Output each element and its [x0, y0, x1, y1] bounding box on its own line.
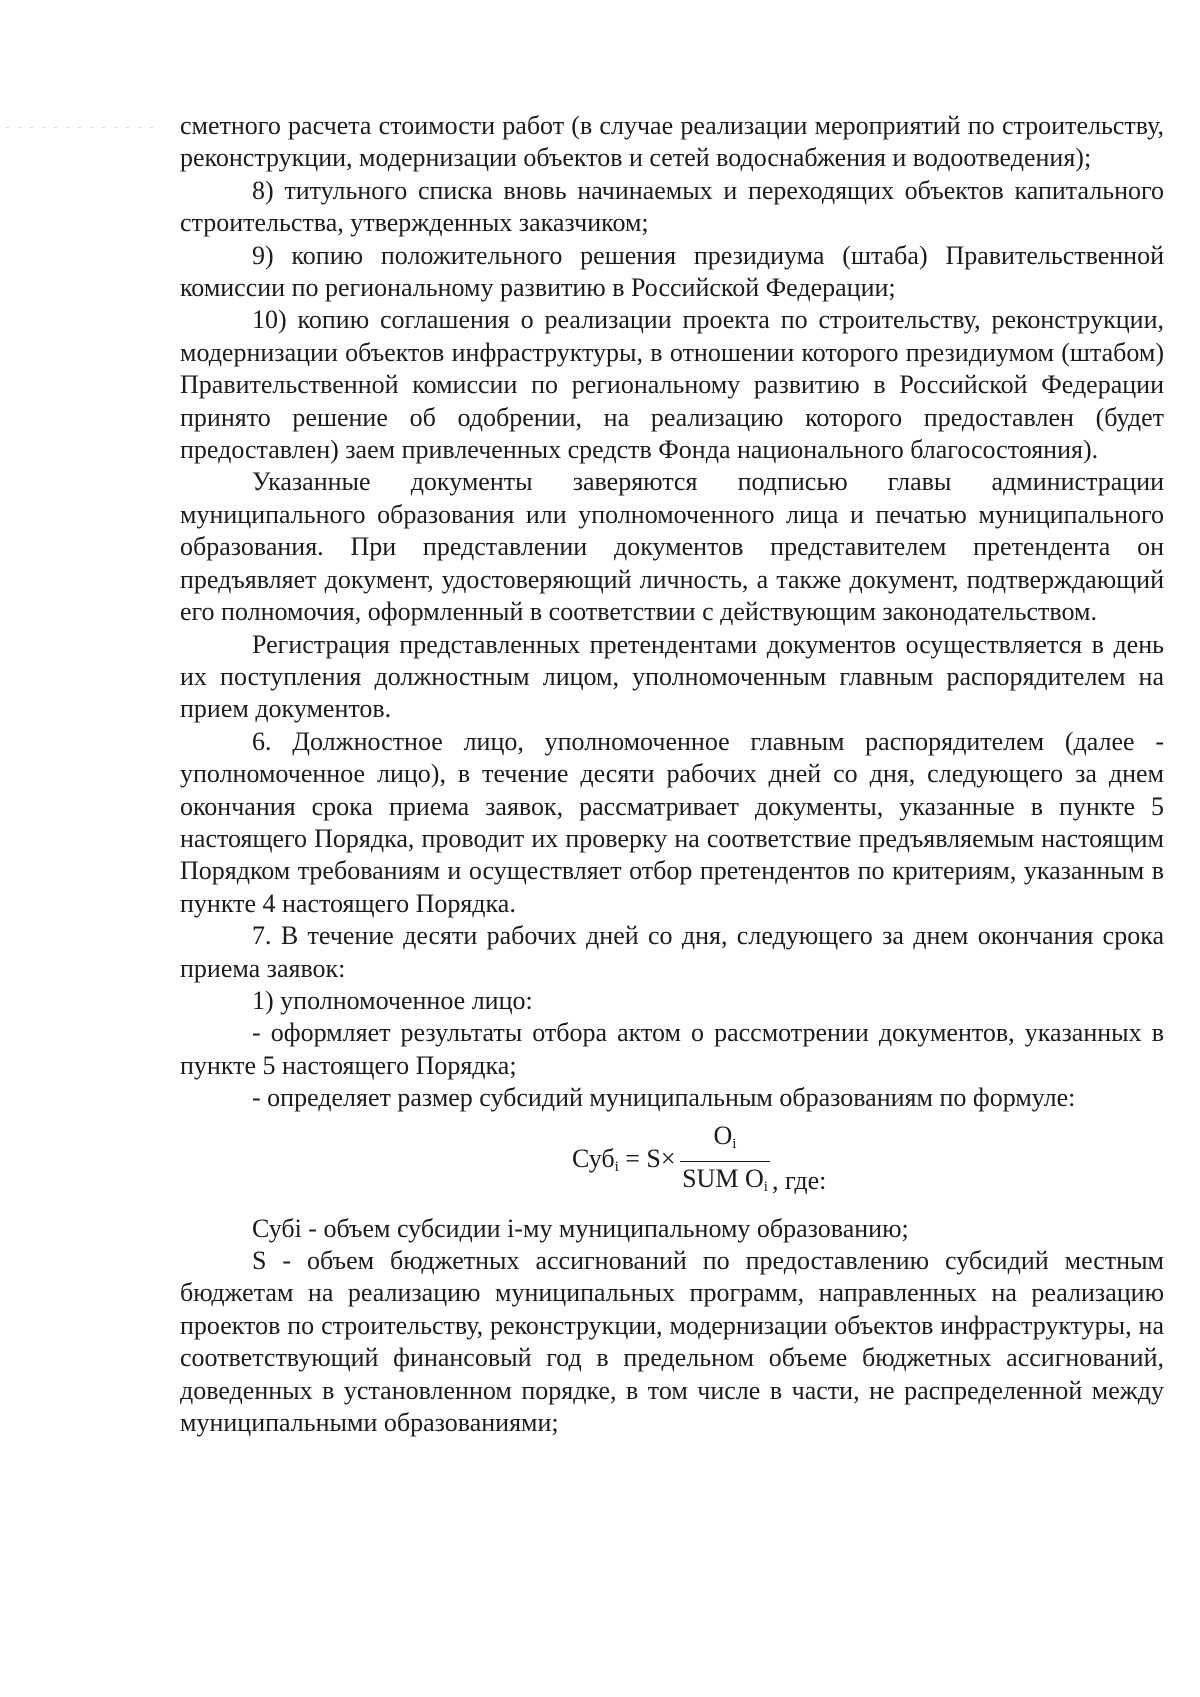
paragraph: - определяет размер субсидий муниципальным образованиям по формуле:: [252, 1083, 1076, 1113]
paragraphs-before-formula: [180, 110, 1164, 1115]
paragraph: Указанные документы заверяются подписью главы администрации муниципального образования или уполномоченного лица и печатью муниципального образования. При представлении документов представителем претендента он предъявляет документ, удостоверяющий личность, а также документ, подтверждающий его полномочия, оформленный в соответствии с действующим законодательством.: [180, 467, 1164, 627]
formula-denominator: SUM $O_i$: [682, 1163, 768, 1195]
paragraph: Субi - объем субсидии i-му муниципальному образованию;: [252, 1213, 909, 1243]
formula-row: [180, 1115, 1164, 1213]
paragraph: 7. В течение десяти рабочих дней со дня, следующего за днем окончания срока приема заявок:: [180, 921, 1164, 983]
formula-fraction: [680, 1121, 770, 1202]
paragraph: 9) копию положительного решения президиума (штаба) Правительственной комиссии по региональному развитию в Российской Федерации;: [180, 240, 1164, 303]
paragraph: 6. Должностное лицо, уполномоченное главным распорядителем (далее - уполномоченное лицо), в течение десяти рабочих дней со дня, следующего за днем окончания срока приема заявок, рассматривает документы, указанные в пункте 5 настоящего Порядка, проводит их проверку на соответствие предъявляемым настоящим Порядком требованиям и осуществляет отбор претендентов по критериям, указанным в пункте 4 настоящего Порядка.: [180, 726, 1164, 918]
paragraph: сметного расчета стоимости работ (в случае реализации мероприятий по строительству, реконструкции, модернизации объектов и сетей водоснабжения и водоотведения);: [180, 111, 1164, 173]
scan-artifact: [6, 127, 156, 128]
paragraph: - оформляет результаты отбора актом о рассмотрении документов, указанных в пункте 5 настоящего Порядка;: [180, 1018, 1164, 1080]
paragraphs-after-formula: [180, 1213, 1164, 1440]
formula-numerator: $O_i$: [713, 1120, 737, 1152]
paragraph: 10) копию соглашения о реализации проекта по строительству, реконструкции, модернизации объектов инфраструктуры, в отношении которого президиумом (штабом) Правительственной комиссии по региональному развитию в Российской Федерации принято решение об одобрении, на реализацию которого предоставлен (будет предоставлен) заем привлеченных средств Фонда национального благосостояния).: [180, 305, 1164, 465]
paragraph: S - объем бюджетных ассигнований по предоставлению субсидий местным бюджетам на реализацию муниципальных программ, направленных на реализацию проектов по строительству, реконструкции, модернизации объектов инфраструктуры, на соответствующий финансовый год в предельном объеме бюджетных ассигнований, доведенных в установленном порядке, в том числе в части, не распределенной между муниципальными образованиями;: [180, 1246, 1164, 1438]
paragraph: 8) титульного списка вновь начинаемых и переходящих объектов капитального строительства, утвержденных заказчиком;: [180, 175, 1164, 238]
document-body: [180, 110, 1164, 1439]
formula-suffix: , где:: [772, 1165, 827, 1195]
fraction-bar: [680, 1161, 770, 1162]
paragraph: Регистрация представленных претендентами документов осуществляется в день их поступления должностным лицом, уполномоченным главным распорядителем на прием документов.: [180, 629, 1164, 724]
formula-lhs: Суб$_i$ = S×: [572, 1143, 676, 1175]
paragraph: 1) уполномоченное лицо:: [252, 985, 533, 1015]
